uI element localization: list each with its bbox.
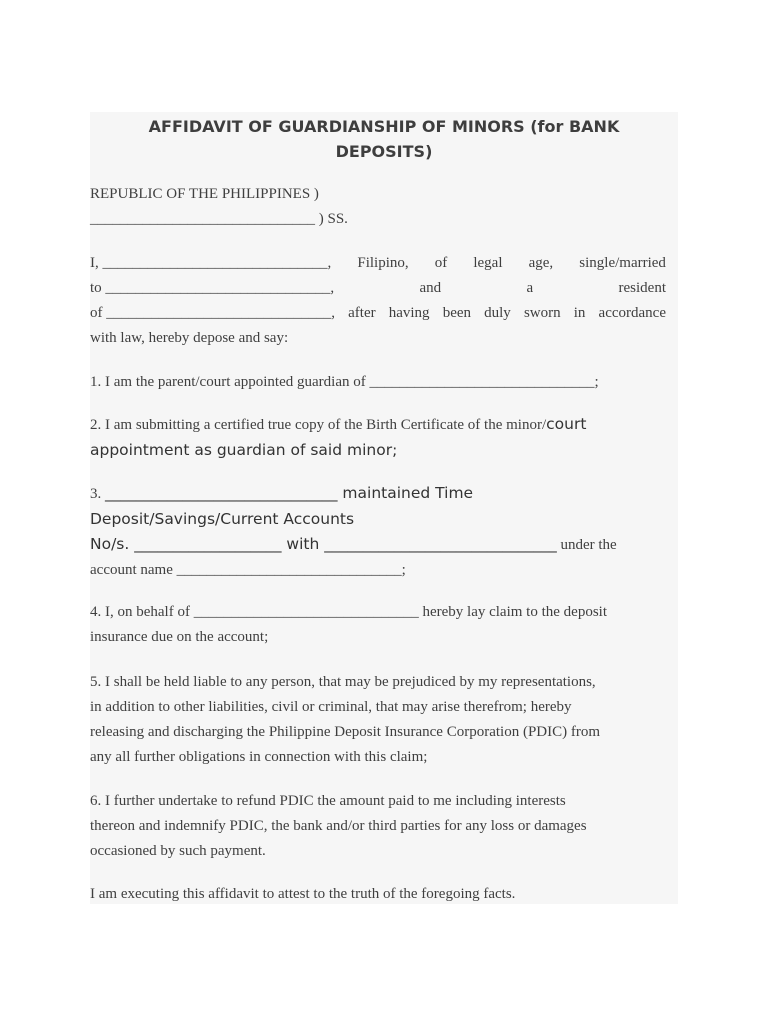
title-line-2: DEPOSITS) xyxy=(335,142,433,161)
intro-word: of xyxy=(434,255,448,271)
intro-word: of ______________________________, xyxy=(90,305,335,321)
item-6 xyxy=(90,789,666,864)
intro-word: legal xyxy=(473,255,503,271)
item-3-line-2: Deposit/Savings/Current Accounts xyxy=(90,510,355,528)
intro-line-1 xyxy=(90,251,666,276)
intro-line-4: with law, hereby depose and say: xyxy=(90,330,289,346)
item-3-under-the: under the xyxy=(556,537,617,553)
item-6-line-2: thereon and indemnify PDIC, the bank and/or third parties for any loss or damages xyxy=(90,818,587,834)
item-4-line-1: 4. I, on behalf of ______________________________ hereby lay claim to the deposit xyxy=(90,604,607,620)
item-6-line-1: 6. I further undertake to refund PDIC the amount paid to me including interests xyxy=(90,793,566,809)
document-title xyxy=(90,114,678,164)
intro-word: to ______________________________, xyxy=(90,280,335,296)
item-3 xyxy=(90,481,666,583)
intro-word: duly xyxy=(484,305,511,321)
closing-statement: I am executing this affidavit to attest to the truth of the foregoing facts. xyxy=(90,886,516,902)
intro-word: having xyxy=(388,305,430,321)
item-2-sans-text: court xyxy=(546,415,587,433)
item-2-line-2: appointment as guardian of said minor; xyxy=(90,441,398,459)
venue-block xyxy=(90,182,666,232)
intro-line-3 xyxy=(90,301,666,326)
item-5-line-2: in addition to other liabilities, civil or criminal, that may arise therefrom; hereby xyxy=(90,699,572,715)
intro-word: after xyxy=(348,305,376,321)
intro-word: Filipino, xyxy=(357,255,409,271)
venue-blank-ss: ______________________________ ) SS. xyxy=(90,211,348,227)
item-5-line-1: 5. I shall be held liable to any person, that may be prejudiced by my representations, xyxy=(90,674,596,690)
item-5-line-3: releasing and discharging the Philippine Deposit Insurance Corporation (PDIC) from xyxy=(90,724,601,740)
item-3-number: 3. xyxy=(90,486,105,502)
item-3-line-1 xyxy=(90,481,666,507)
item-3-line-3 xyxy=(90,532,666,558)
intro-word: single/married xyxy=(579,255,666,271)
intro-word: a xyxy=(526,280,534,296)
intro-word: sworn xyxy=(523,305,561,321)
item-3-text: ______________________________ maintained Time xyxy=(105,484,474,502)
document-page xyxy=(90,112,678,904)
item-5 xyxy=(90,670,666,770)
item-2-line-1 xyxy=(90,412,666,438)
intro-word: resident xyxy=(618,280,666,296)
item-2 xyxy=(90,412,666,463)
item-4-line-2: insurance due on the account; xyxy=(90,629,269,645)
intro-word: accordance xyxy=(598,305,666,321)
item-1: 1. I am the parent/court appointed guardian of ______________________________; xyxy=(90,374,599,390)
item-4 xyxy=(90,600,666,650)
intro-word: been xyxy=(442,305,472,321)
venue-republic: REPUBLIC OF THE PHILIPPINES ) xyxy=(90,186,319,202)
intro-word: I, ______________________________, xyxy=(90,255,332,271)
intro-paragraph xyxy=(90,251,666,351)
item-2-serif-text: 2. I am submitting a certified true copy of the Birth Certificate of the minor/ xyxy=(90,417,547,433)
intro-word: and xyxy=(419,280,442,296)
intro-word: in xyxy=(573,305,586,321)
item-3-account-nos: No/s. ___________________ with ______________________________ xyxy=(90,535,557,553)
item-6-line-3: occasioned by such payment. xyxy=(90,843,266,859)
title-line-1: AFFIDAVIT OF GUARDIANSHIP OF MINORS (for BANK xyxy=(148,117,620,136)
intro-word: age, xyxy=(528,255,554,271)
item-5-line-4: any all further obligations in connection with this claim; xyxy=(90,749,428,765)
intro-line-2 xyxy=(90,276,666,301)
item-3-line-4: account name ______________________________; xyxy=(90,562,406,578)
